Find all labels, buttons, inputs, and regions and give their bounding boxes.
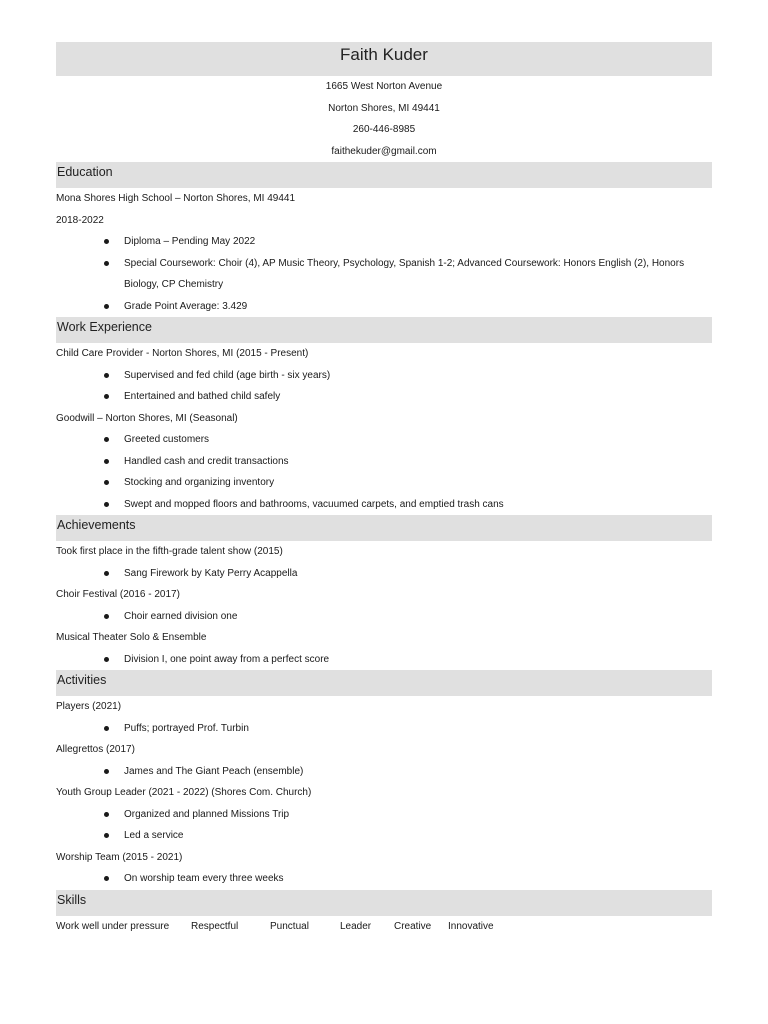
achievement-heading: Musical Theater Solo & Ensemble	[56, 632, 207, 643]
achievement-heading: Choir Festival (2016 - 2017)	[56, 589, 180, 600]
list-item: Entertained and bathed child safely	[104, 386, 712, 408]
activity-bullets	[56, 761, 712, 783]
bullet-icon	[104, 373, 109, 378]
list-item: Choir earned division one	[104, 606, 712, 628]
section-education	[56, 162, 712, 188]
list-item: Swept and mopped floors and bathrooms, vacuumed carpets, and emptied trash cans	[104, 494, 712, 516]
address-line: 1665 West Norton Avenue	[325, 81, 443, 92]
education-bullets	[56, 231, 712, 317]
resume-page	[56, 42, 712, 937]
bullet-icon	[104, 571, 109, 576]
list-item: Puffs; portrayed Prof. Turbin	[104, 718, 712, 740]
list-item: Diploma – Pending May 2022	[104, 231, 712, 253]
bullet-icon	[104, 261, 109, 266]
phone-line: 260-446-8985	[352, 124, 416, 135]
section-achievements	[56, 515, 712, 541]
job-heading: Child Care Provider - Norton Shores, MI (2015 - Present)	[56, 348, 309, 359]
skills-row	[56, 916, 712, 938]
section-title: Activities	[57, 673, 107, 687]
activity-heading: Youth Group Leader (2021 - 2022) (Shores Com. Church)	[56, 787, 312, 798]
section-work-experience	[56, 317, 712, 343]
bullet-icon	[104, 304, 109, 309]
bullet-icon	[104, 239, 109, 244]
section-skills	[56, 890, 712, 916]
contact-block	[56, 76, 712, 162]
list-item: Handled cash and credit transactions	[104, 451, 712, 473]
list-item: Organized and planned Missions Trip	[104, 804, 712, 826]
bullet-icon	[104, 502, 109, 507]
achievement-heading: Took first place in the fifth-grade talent show (2015)	[56, 546, 283, 557]
skill-item: Work well under pressure	[56, 920, 170, 932]
list-item: On worship team every three weeks	[104, 868, 712, 890]
achievement-bullets	[56, 649, 712, 671]
list-item: Grade Point Average: 3.429	[104, 296, 712, 318]
list-item: Supervised and fed child (age birth - six years)	[104, 365, 712, 387]
activity-heading: Players (2021)	[56, 701, 122, 712]
skill-item: Creative	[394, 920, 432, 932]
bullet-icon	[104, 657, 109, 662]
list-item: Led a service	[104, 825, 712, 847]
section-title: Skills	[57, 892, 87, 907]
skill-item: Respectful	[191, 920, 239, 932]
section-activities	[56, 670, 712, 696]
bullet-icon	[104, 876, 109, 881]
job-heading: Goodwill – Norton Shores, MI (Seasonal)	[56, 412, 238, 424]
activity-bullets	[56, 804, 712, 847]
section-title: Education	[57, 165, 113, 179]
school-years: 2018-2022	[56, 214, 104, 226]
city-line: Norton Shores, MI 49441	[328, 102, 440, 114]
achievement-bullets	[56, 563, 712, 585]
bullet-icon	[104, 459, 109, 464]
list-item: Special Coursework: Choir (4), AP Music Theory, Psychology, Spanish 1-2; Advanced Coursework: Honors English (2), Honors Biology, CP Chemistry	[104, 253, 712, 296]
bullet-icon	[104, 480, 109, 485]
section-title: Work Experience	[57, 320, 152, 334]
school-line: Mona Shores High School – Norton Shores, MI 49441	[56, 193, 296, 204]
list-item: James and The Giant Peach (ensemble)	[104, 761, 712, 783]
activity-bullets	[56, 868, 712, 890]
list-item: Division I, one point away from a perfect score	[104, 649, 712, 671]
activity-heading: Worship Team (2015 - 2021)	[56, 851, 183, 863]
bullet-icon	[104, 769, 109, 774]
activity-bullets	[56, 718, 712, 740]
bullet-icon	[104, 394, 109, 399]
bullet-icon	[104, 614, 109, 619]
list-item: Stocking and organizing inventory	[104, 472, 712, 494]
bullet-icon	[104, 437, 109, 442]
job-bullets	[56, 365, 712, 408]
skill-item: Leader	[340, 920, 372, 932]
skill-item: Punctual	[270, 920, 309, 932]
email-line: faithekuder@gmail.com	[331, 145, 437, 157]
bullet-icon	[104, 726, 109, 731]
activity-heading: Allegrettos (2017)	[56, 744, 135, 755]
job-bullets	[56, 429, 712, 515]
list-item: Sang Firework by Katy Perry Acappella	[104, 563, 712, 585]
candidate-name: Faith Kuder	[340, 45, 428, 64]
bullet-icon	[104, 833, 109, 838]
bullet-icon	[104, 812, 109, 817]
skill-item: Innovative	[448, 920, 494, 932]
name-bar	[56, 42, 712, 76]
section-title: Achievements	[57, 518, 136, 532]
achievement-bullets	[56, 606, 712, 628]
list-item: Greeted customers	[104, 429, 712, 451]
